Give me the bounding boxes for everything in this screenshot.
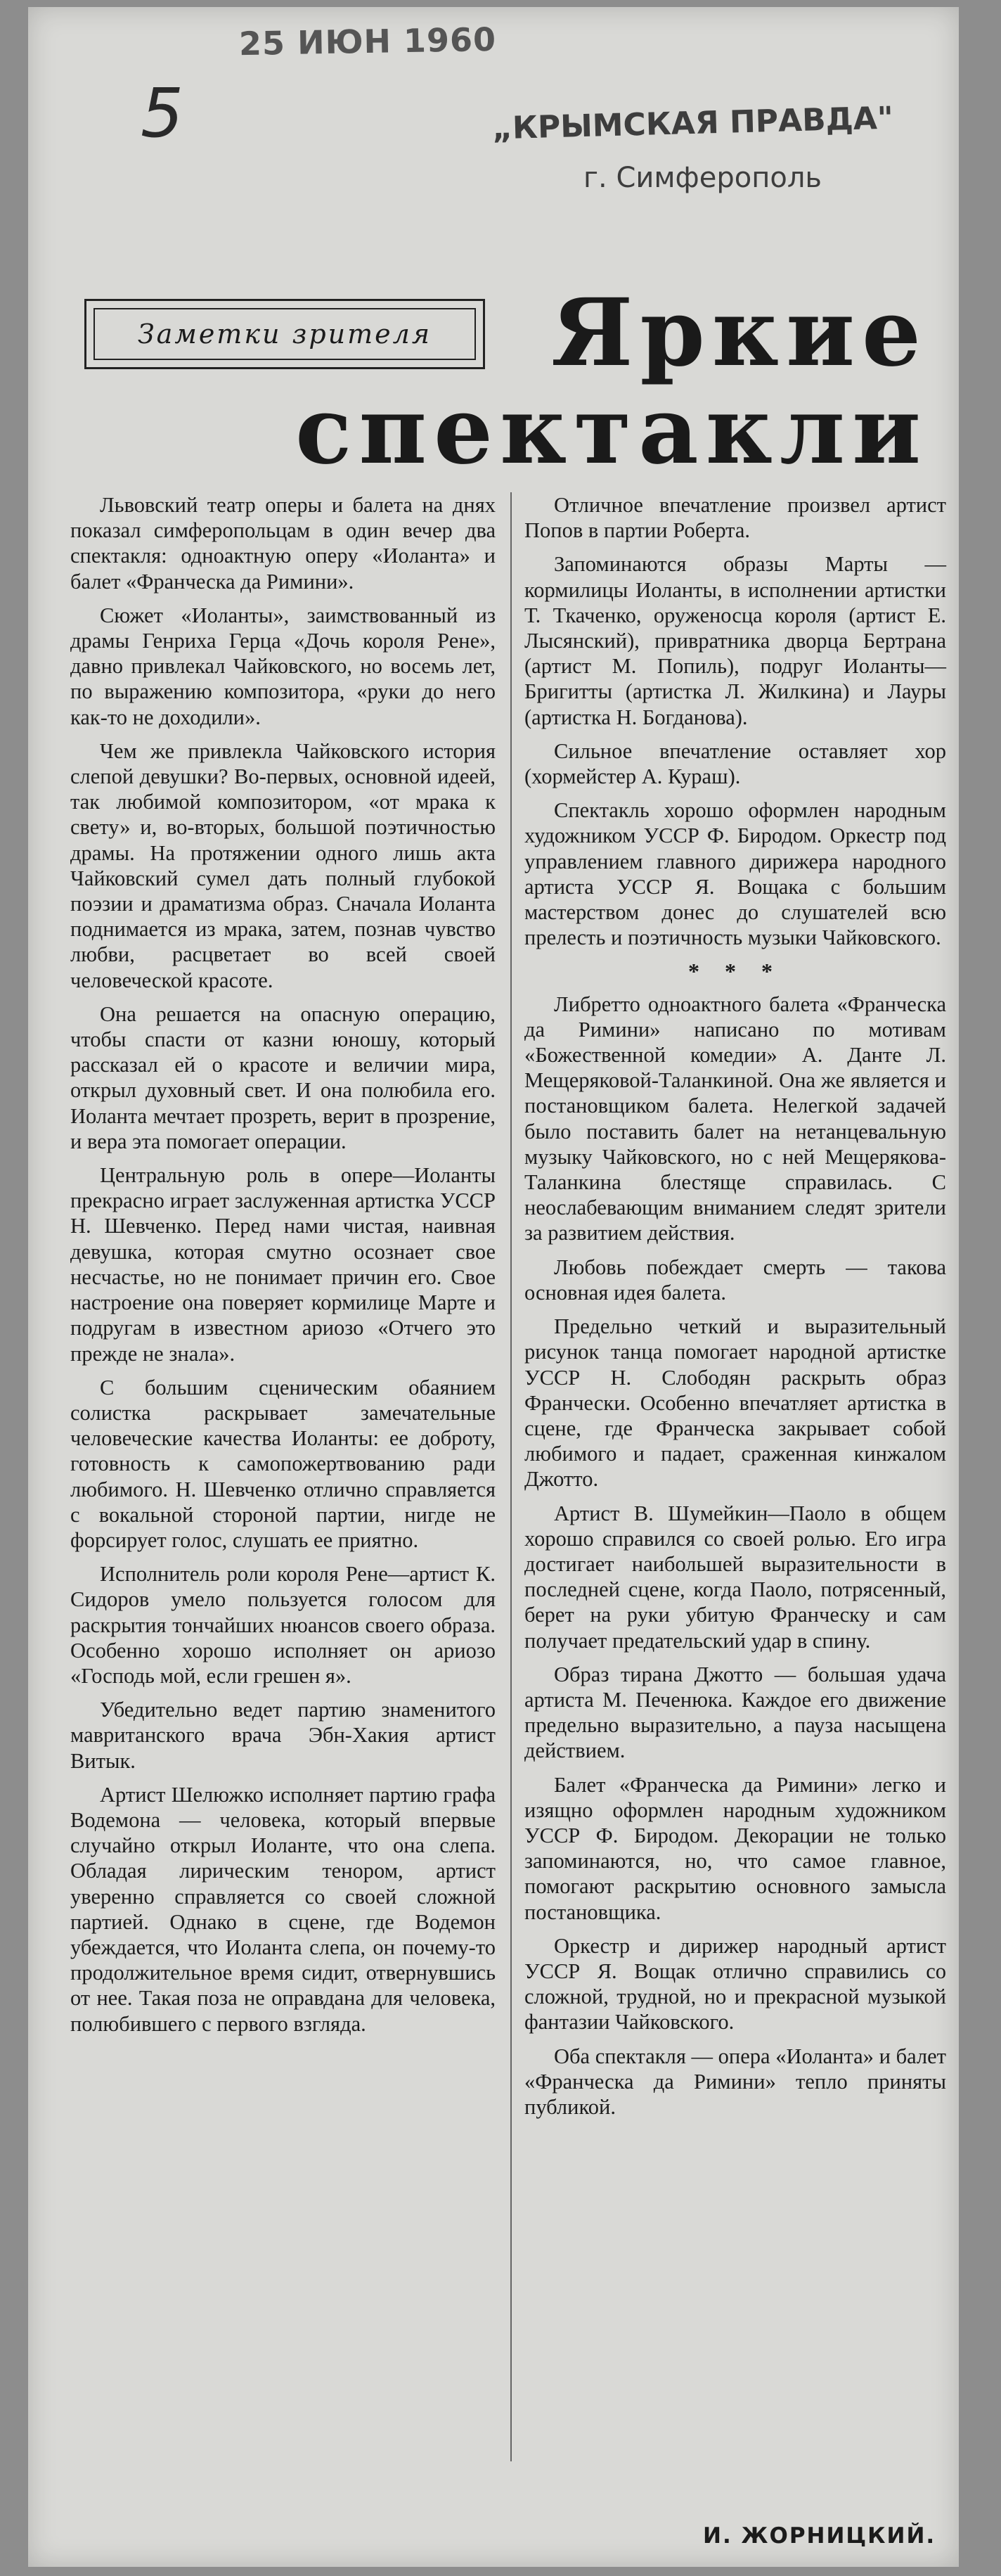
paragraph: Львовский театр оперы и балета на днях показал симферопольцам в один вечер два спектакля: одноактную оперу «Иоланта» и балет «Франческа да Римини». — [70, 493, 496, 594]
paragraph: Артист Шелюжко исполняет партию графа Водемона — человека, который впервые случайно открыл Иоланте, что она слепа. Обладая лирическим тенором, артист уверенно справляется со своей сложной партией. Однако в сцене, где Водемон убеждается, что Иоланта слепа, он почему-то продолжительное время сидит, отвернувшись от нее. Такая поза не оправдана для человека, полюбившего с первого взгляда. — [70, 1782, 496, 2036]
newspaper-clipping — [28, 7, 959, 2567]
newspaper-city: г. Симферополь — [583, 162, 822, 194]
headline-line-1: Яркие — [551, 278, 928, 387]
paragraph: Исполнитель роли короля Рене—артист К. Сидоров умело пользуется голосом для раскрытия тончайших нюансов своего образа. Особенно хорошо исполняет он ариозо «Господь мой, если грешен я». — [70, 1562, 496, 1688]
paragraph: Центральную роль в опере—Иоланты прекрасно играет заслуженная артистка УССР Н. Шевченко. Перед нами чистая, наивная девушка, которая смутно осознает свое несчастье, но не понимает причин его. Свое настроение она поверяет кормилице Марте и подругам в известном ариозо «Отчего это прежде не знала». — [70, 1163, 496, 1366]
paragraph: Сюжет «Иоланты», заимствованный из драмы Генриха Герца «Дочь короля Рене», давно привлекал Чайковского, но восемь лет, по выражению композитора, «руки до него как-то не доходили». — [70, 603, 496, 729]
paragraph: Балет «Франческа да Римини» легко и изящно оформлен народным художником УССР Ф. Биродом. Декорации не только запоминаются, но, что самое главное, помогают раскрытию основного замысла постановщика. — [524, 1772, 946, 1924]
paragraph: Предельно четкий и выразительный рисунок танца помогает народной артистке УССР Н. Слободян раскрыть образ Франчески. Особенно впечатляет артистка в сцене, где Франческа закрывает собой любимого и падает, сраженная кинжалом Джотто. — [524, 1314, 946, 1492]
author-signature: И. ЖОРНИЦКИЙ. — [703, 2523, 936, 2549]
paragraph: Оба спектакля — опера «Иоланта» и балет «Франческа да Римини» тепло приняты публикой. — [524, 2044, 946, 2119]
paragraph: Спектакль хорошо оформлен народным художником УССР Ф. Биродом. Оркестр под управлением главного дирижера народного артиста УССР Я. Вощака с большим мастерством донес до слушателей всю прелесть и поэтичность музыки Чайковского. — [524, 798, 946, 950]
paragraph: Запоминаются образы Марты — кормилицы Иоланты, в исполнении артистки Т. Ткаченко, оруженосца короля (артист Е. Лысянский), привратника дворца Бертрана (артист М. Попиль), подруг Иоланты—Бригитты (артистка Л. Жилкина) и Лауры (артистка Н. Богданова). — [524, 552, 946, 729]
section-separator: * * * — [688, 959, 782, 985]
column-divider — [510, 492, 512, 2461]
left-column — [70, 492, 496, 2037]
paragraph: Либретто одноактного балета «Франческа да Римини» написано по мотивам «Божественной комедии» А. Данте Л. Мещеряковой-Таланкиной. Она же является и постановщиком балета. Нелегкой задачей было поставить балет на нетанцевальную музыку Чайковского, но с ней Мещерякова-Таланкина блестяще справилась. С неослабевающим вниманием следят зрители за развитием действия. — [524, 992, 946, 1245]
paragraph: Чем же привлекла Чайковского история слепой девушки? Во-первых, основной идеей, так любимой композитором, «от мрака к свету» и, во-вторых, большой поэтичностью драмы. На протяжении одного лишь акта Чайковский сумел дать полный глубокой поэзии и драматизма образ. Сначала Иоланта поднимается из мрака, затем, познав чувство любви, расцветает во всей своей человеческой красоте. — [70, 738, 496, 992]
headline — [148, 278, 928, 485]
handwritten-number: 5 — [141, 74, 184, 153]
right-column — [524, 492, 946, 2128]
paragraph: Убедительно ведет партию знаменитого мавританского врача Эбн-Хакия артист Витык. — [70, 1698, 496, 1773]
paragraph: С большим сценическим обаянием солистка раскрывает замечательные человеческие качества Иоланты: ее доброту, готовность к самопожертвованию ради любимого. Н. Шевченко отлично справляется с вокальной стороной партии, нигде не форсирует голос, слушать ее приятно. — [70, 1375, 496, 1552]
newspaper-name-stamp: „КРЫМСКАЯ ПРАВДА" — [491, 100, 894, 147]
paragraph: Отличное впечатление произвел артист Попов в партии Роберта. — [524, 493, 946, 543]
paragraph: Образ тирана Джотто — большая удача артиста М. Печенюка. Каждое его движение предельно выразительно, а пауза насыщена действием. — [524, 1662, 946, 1763]
paragraph: Любовь побеждает смерть — такова основная идея балета. — [524, 1255, 946, 1305]
date-stamp: 25 ИЮН 1960 — [238, 20, 497, 63]
paragraph: Сильное впечатление оставляет хор (хормейстер А. Кураш). — [524, 738, 946, 789]
headline-line-2: спектакли — [295, 376, 928, 485]
rubric-label: Заметки зрителя — [137, 319, 432, 350]
paragraph: Оркестр и дирижер народный артист УССР Я. Вощак отлично справились со сложной, трудной, но и прекрасной музыкой фантазии Чайковского. — [524, 1933, 946, 2034]
paragraph: Она решается на опасную операцию, чтобы спасти от казни юношу, который рассказал ей о красоте и величии мира, открыл духовный свет. И она полюбила его. Иоланта мечтает прозреть, верит в прозрение, и вера эта помогает операции. — [70, 1001, 496, 1153]
paragraph: Артист В. Шумейкин—Паоло в общем хорошо справился со своей ролью. Его игра достигает наибольшей выразительности в последней сцене, когда Паоло, потрясенный, берет на руки убитую Франческу и сам получает предательский удар в спину. — [524, 1501, 946, 1653]
